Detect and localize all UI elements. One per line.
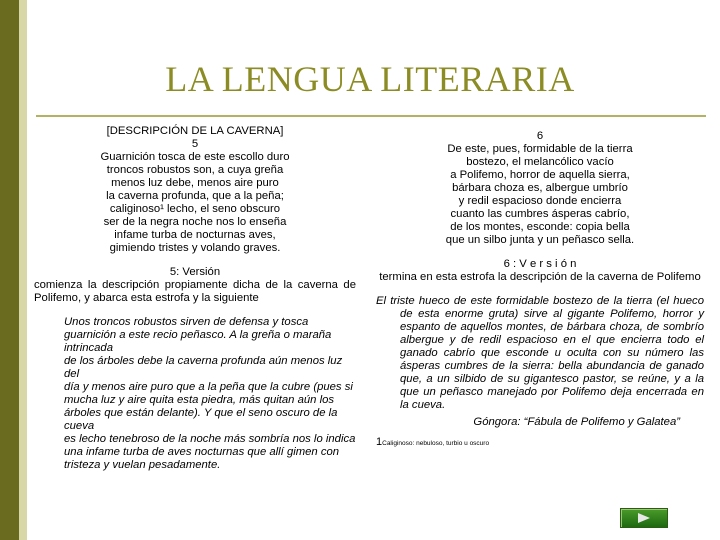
poem-line: que un silbo junta y un peñasco sella. — [445, 234, 635, 246]
poem-line: de los montes, esconde: copia bella — [450, 221, 630, 233]
poem-line: De este, pues, formidable de la tierra — [447, 143, 633, 155]
next-arrow-icon — [638, 513, 650, 523]
translation-line: de los árboles debe la caverna profunda aún menos luz del — [64, 355, 343, 380]
footnote-text: Caliginoso: nebuloso, turbio u oscuro — [382, 440, 490, 447]
poem-line: caliginoso¹ lecho, el seno obscuro — [109, 203, 281, 215]
attribution: Góngora: “Fábula de Polifemo y Galatea” — [473, 416, 680, 428]
poem-line: infame turba de nocturnas aves, — [114, 229, 276, 241]
poem-line: ser de la negra noche nos lo enseña — [103, 216, 287, 228]
left-description: comienza la descripción propiamente dicha de la caverna de Polifemo, y abarca esta estrofa y la siguiente — [34, 279, 356, 304]
next-slide-button[interactable] — [620, 508, 668, 528]
poem-line: la caverna profunda, que a la peña; — [106, 190, 284, 202]
poem-line: 5 — [191, 138, 199, 150]
poem-line: cuanto las cumbres ásperas cabrío, — [450, 208, 630, 220]
left-accent-bar — [0, 0, 19, 540]
title-underline — [36, 115, 706, 117]
poem-line: Guarnición tosca de este escollo duro — [100, 151, 290, 163]
poem-line: bárbara choza es, albergue umbrío — [452, 182, 628, 194]
translation-line: día y menos aire puro que a la peña que la cubre (pues si — [64, 381, 353, 393]
poem-line: y redil espacioso donde encierra — [458, 195, 622, 207]
footnote — [376, 436, 704, 450]
right-translation: El triste hueco de este formidable bostezo de la tierra (el hueco de esta enorme gruta) sirve al gigante Polifemo, horror y espanto de aquellos montes, de bárbara choza, de sombrío albergue y de redil espacioso en el que encierra todo el ganado cabrío que esconde u oculta con su número las ásperas cumbres de la sierra: bella abundancia de ganado que, a un silbido de su gigantesco pastor, se reúne, y a la que un peñasco manejado por Polifemo deja encerrada en la cueva. — [376, 295, 704, 411]
left-poem — [34, 125, 356, 255]
translation-line: Unos troncos robustos sirven de defensa y tosca guarnición a este recio peñasco. A la greña o maraña intrincada — [64, 316, 332, 354]
right-version-heading: 6 : V e r s i ó n — [503, 258, 577, 270]
left-accent-bar-light — [19, 0, 27, 540]
left-column — [34, 125, 356, 472]
right-description: termina en esta estrofa la descripción de la caverna de Polifemo — [379, 271, 701, 283]
poem-line: troncos robustos son, a cuya greña — [106, 164, 284, 176]
left-version-heading: 5: Versión — [169, 266, 221, 278]
slide-title: LA LENGUA LITERARIA — [165, 59, 575, 99]
poem-line: a Polifemo, horror de aquella sierra, — [450, 169, 630, 181]
poem-line: 6 — [536, 130, 544, 142]
poem-line: gimiendo tristes y volando graves. — [109, 242, 281, 254]
translation-line: una infame turba de aves nocturnas que allí gimen con tristeza y vuelan pesadamente. — [64, 446, 340, 471]
right-poem — [376, 130, 704, 247]
translation-line: es lecho tenebroso de la noche más sombría nos lo indica — [64, 433, 356, 445]
translation-line: mucha luz y aire quita esta piedra, más quitan aún los árboles que están delante). Y que el seno oscuro de la cueva — [64, 394, 338, 432]
footnote-mark: 1 — [376, 436, 383, 448]
poem-line: menos luz debe, menos aire puro — [111, 177, 279, 189]
poem-line: bostezo, el melancólico vacío — [466, 156, 614, 168]
left-translation — [34, 316, 356, 472]
right-column — [376, 130, 704, 450]
poem-line: [DESCRIPCIÓN DE LA CAVERNA] — [106, 125, 284, 137]
